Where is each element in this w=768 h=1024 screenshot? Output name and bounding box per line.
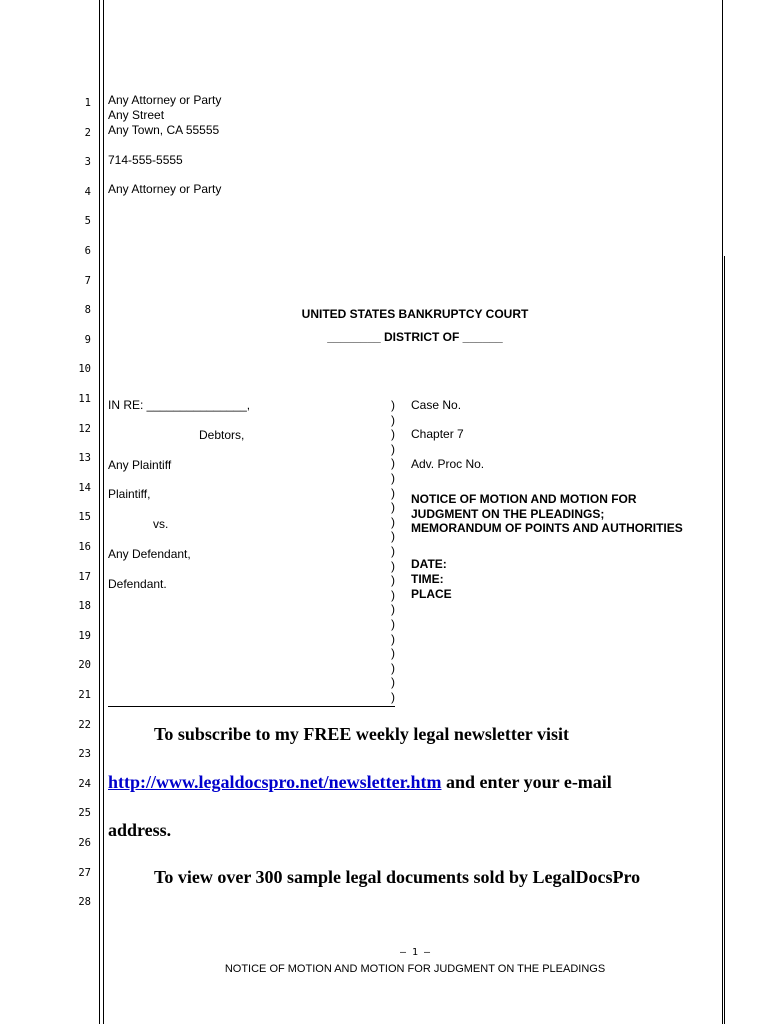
caption-paren: ) <box>391 514 395 529</box>
hearing-time: TIME: <box>411 572 444 586</box>
defendant-label: Defendant. <box>108 577 167 591</box>
line-number: 9 <box>84 333 91 346</box>
view-documents-text: To view over 300 sample legal documents sold by LegalDocsPro <box>154 867 641 887</box>
debtors-label: Debtors, <box>199 428 245 442</box>
motion-title-1: NOTICE OF MOTION AND MOTION FOR <box>411 492 637 506</box>
line-number: 6 <box>84 245 91 257</box>
vs-label: vs. <box>153 517 169 531</box>
attorney-name: Any Attorney or Party <box>108 93 222 107</box>
caption-paren: ) <box>391 675 395 690</box>
plaintiff-name: Any Plaintiff <box>108 458 172 472</box>
caption-paren: ) <box>391 470 395 485</box>
line-number: 4 <box>84 185 91 198</box>
line-number: 23 <box>78 748 91 761</box>
line-number: 11 <box>78 393 91 405</box>
defendant-name: Any Defendant, <box>108 547 191 561</box>
attorney-street: Any Street <box>108 108 165 122</box>
caption-paren: ) <box>391 398 395 412</box>
caption-paren: ) <box>391 616 395 631</box>
line-number: 26 <box>78 837 91 849</box>
newsletter-line-rest: and enter your e-mail <box>441 772 612 792</box>
line-number: 7 <box>84 274 91 287</box>
line-number: 12 <box>78 422 91 435</box>
caption-paren: ) <box>391 427 395 442</box>
line-number: 13 <box>78 452 91 465</box>
caption-paren: ) <box>391 500 395 515</box>
motion-title-3: MEMORANDUM OF POINTS AND AUTHORITIES <box>411 521 683 535</box>
caption-parentheses <box>391 398 403 704</box>
line-number: 17 <box>78 570 91 583</box>
line-number: 16 <box>78 541 91 553</box>
right-margin-rule <box>722 0 723 1024</box>
line-number: 25 <box>78 807 91 820</box>
line-number: 14 <box>78 481 91 494</box>
line-number: 5 <box>84 215 91 228</box>
adv-proc-no: Adv. Proc No. <box>411 457 485 471</box>
caption-underline <box>108 706 395 707</box>
line-number: 3 <box>84 156 91 169</box>
attorney-phone: 714-555-5555 <box>108 153 183 167</box>
court-district: ________ DISTRICT OF ______ <box>327 330 503 344</box>
newsletter-line <box>108 772 612 792</box>
caption-paren: ) <box>391 646 395 661</box>
in-re: IN RE: _______________, <box>108 398 251 412</box>
hearing-date: DATE: <box>411 557 447 571</box>
line-number: 27 <box>78 866 91 879</box>
line-number: 19 <box>78 629 91 642</box>
page-number: – 1 – <box>399 947 431 958</box>
caption-paren: ) <box>391 412 395 427</box>
attorney-for: Any Attorney or Party <box>108 182 222 196</box>
caption-paren: ) <box>391 689 395 704</box>
right-margin-rule-inner <box>724 256 725 1024</box>
left-margin-rule <box>99 0 100 1024</box>
attorney-city: Any Town, CA 55555 <box>108 123 220 137</box>
line-number: 21 <box>78 689 91 701</box>
caption-paren: ) <box>391 456 395 471</box>
line-number: 20 <box>78 659 91 672</box>
caption-paren: ) <box>391 602 395 617</box>
line-number: 24 <box>78 777 91 790</box>
hearing-place: PLACE <box>411 587 452 601</box>
court-name: UNITED STATES BANKRUPTCY COURT <box>301 307 529 321</box>
line-number: 28 <box>78 896 91 909</box>
caption-paren: ) <box>391 543 395 558</box>
subscribe-text: To subscribe to my FREE weekly legal newsletter visit <box>154 724 569 744</box>
line-number: 18 <box>78 600 91 613</box>
motion-title-2: JUDGMENT ON THE PLEADINGS; <box>411 507 605 521</box>
caption-paren: ) <box>391 441 395 456</box>
caption-paren: ) <box>391 485 395 500</box>
caption-paren: ) <box>391 558 395 573</box>
line-number: 22 <box>78 718 91 731</box>
address-text: address. <box>108 820 172 840</box>
case-no: Case No. <box>411 398 462 412</box>
line-number: 1 <box>84 97 91 109</box>
footer-title: NOTICE OF MOTION AND MOTION FOR JUDGMENT ON THE PLEADINGS <box>224 963 606 975</box>
line-number: 15 <box>78 511 91 524</box>
caption-paren: ) <box>391 631 395 646</box>
left-margin-rule-inner <box>103 0 104 1024</box>
line-number: 8 <box>84 304 91 317</box>
newsletter-link[interactable]: http://www.legaldocspro.net/newsletter.htm <box>108 772 442 792</box>
line-number: 10 <box>78 363 91 376</box>
caption-paren: ) <box>391 660 395 675</box>
plaintiff-label: Plaintiff, <box>108 487 151 501</box>
caption-paren: ) <box>391 587 395 602</box>
chapter: Chapter 7 <box>411 427 464 441</box>
caption-paren: ) <box>391 529 395 544</box>
line-number: 2 <box>84 126 91 139</box>
caption-paren: ) <box>391 573 395 588</box>
